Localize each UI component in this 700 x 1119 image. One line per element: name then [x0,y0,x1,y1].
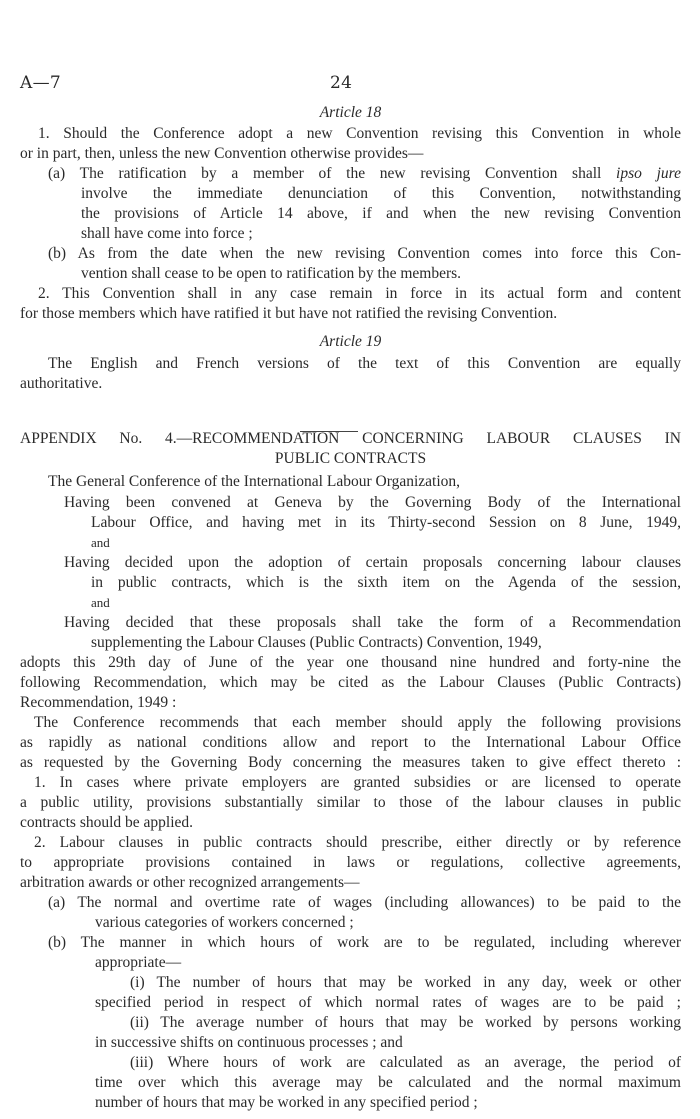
recommends-line1: The Conference recommends that each member should apply the following provisions [34,714,681,731]
article-18-para1-line2: or in part, then, unless the new Convention otherwise provides— [20,145,424,162]
adopts-line2: following Recommendation, which may be cited as the Labour Clauses (Public Contracts) [20,674,681,691]
preamble-2-line3: and [91,595,110,610]
point-2-item-b-line1: (b) The manner in which hours of work are to be regulated, including wherever [48,934,681,951]
point-2-item-a-line2: various categories of workers concerned ; [95,914,354,931]
subitem-iii-line3: number of hours that may be worked in any specified period ; [95,1094,478,1111]
appendix-title-line2: PUBLIC CONTRACTS [274,450,427,467]
point-2-line2: to appropriate provisions contained in laws or regulations, collective agreements, [20,854,681,871]
article-18-item-a-line1: (a) The ratification by a member of the new revising Convention shall ipso jure [48,165,681,182]
preamble-3-line2: supplementing the Labour Clauses (Public Contracts) Convention, 1949, [91,634,542,651]
subitem-iii-line1: (iii) Where hours of work are calculated as an average, the period of [130,1054,681,1071]
subitem-ii-line2: in successive shifts on continuous processes ; and [95,1034,403,1051]
point-2-line3: arbitration awards or other recognized arrangements— [20,874,360,891]
preamble-2-line1: Having decided upon the adoption of certain proposals concerning labour clauses [64,554,681,571]
preamble-intro: The General Conference of the International Labour Organization, [48,473,461,490]
point-2-item-b-line2: appropriate— [95,954,182,971]
article-19-line1: The English and French versions of the text of this Convention are equally [48,355,681,372]
page-number: 24 [330,73,353,93]
point-1-line1: 1. In cases where private employers are granted subsidies or are licensed to operate [34,774,681,791]
subitem-i-line1: (i) The number of hours that may be worked in any day, week or other [130,974,681,991]
preamble-2-line2: in public contracts, which is the sixth item on the Agenda of the session, [91,574,681,591]
subitem-iii-line2: time over which this average may be calculated and the normal maximum [95,1074,681,1091]
article-18-para1-line1: 1. Should the Conference adopt a new Convention revising this Convention in whole [38,125,681,142]
article-18-para2-line1: 2. This Convention shall in any case remain in force in its actual form and content [38,285,681,302]
article-19-heading: Article 19 [319,333,382,350]
subitem-ii-line1: (ii) The average number of hours that may be worked by persons working [130,1014,681,1031]
point-2-item-a-line1: (a) The normal and overtime rate of wages (including allowances) to be paid to the [48,894,681,911]
article-18-heading: Article 18 [319,104,382,121]
page-reference: A—7 [20,73,61,93]
subitem-i-line2: specified period in respect of which normal rates of wages are to be paid ; [95,994,681,1011]
point-1-line3: contracts should be applied. [20,814,194,831]
article-18-para2-line2: for those members which have ratified it but have not ratified the revising Convention. [20,305,558,322]
point-2-line1: 2. Labour clauses in public contracts should prescribe, either directly or by reference [34,834,681,851]
recommends-line3: as requested by the Governing Body concerning the measures taken to give effect thereto : [20,754,681,771]
article-18-item-b-line2: vention shall cease to be open to ratification by the members. [81,265,462,282]
recommends-line2: as rapidly as national conditions allow and report to the International Labour Office [20,734,681,751]
preamble-1-line2: Labour Office, and having met in its Thirty-second Session on 8 June, 1949, [91,514,681,531]
article-18-item-a-line3: the provisions of Article 14 above, if and when the new revising Convention [81,205,681,222]
article-18-item-a-line4: shall have come into force ; [81,225,253,242]
point-1-line2: a public utility, provisions substantially similar to those of the labour clauses in public [20,794,681,811]
adopts-line3: Recommendation, 1949 : [20,694,177,711]
preamble-3-line1: Having decided that these proposals shall take the form of a Recommendation [64,614,681,631]
appendix-title-line1: APPENDIX No. 4.—RECOMMENDATION CONCERNING LABOUR CLAUSES IN [20,430,681,447]
adopts-line1: adopts this 29th day of June of the year one thousand nine hundred and forty-nine the [20,654,681,671]
article-18-item-b-line1: (b) As from the date when the new revising Convention comes into force this Con- [48,245,681,262]
preamble-1-line3: and [91,535,110,550]
preamble-1-line1: Having been convened at Geneva by the Governing Body of the International [64,494,681,511]
article-19-line2: authoritative. [20,375,103,392]
article-18-item-a-line2: involve the immediate denunciation of this Convention, notwithstanding [81,185,681,202]
